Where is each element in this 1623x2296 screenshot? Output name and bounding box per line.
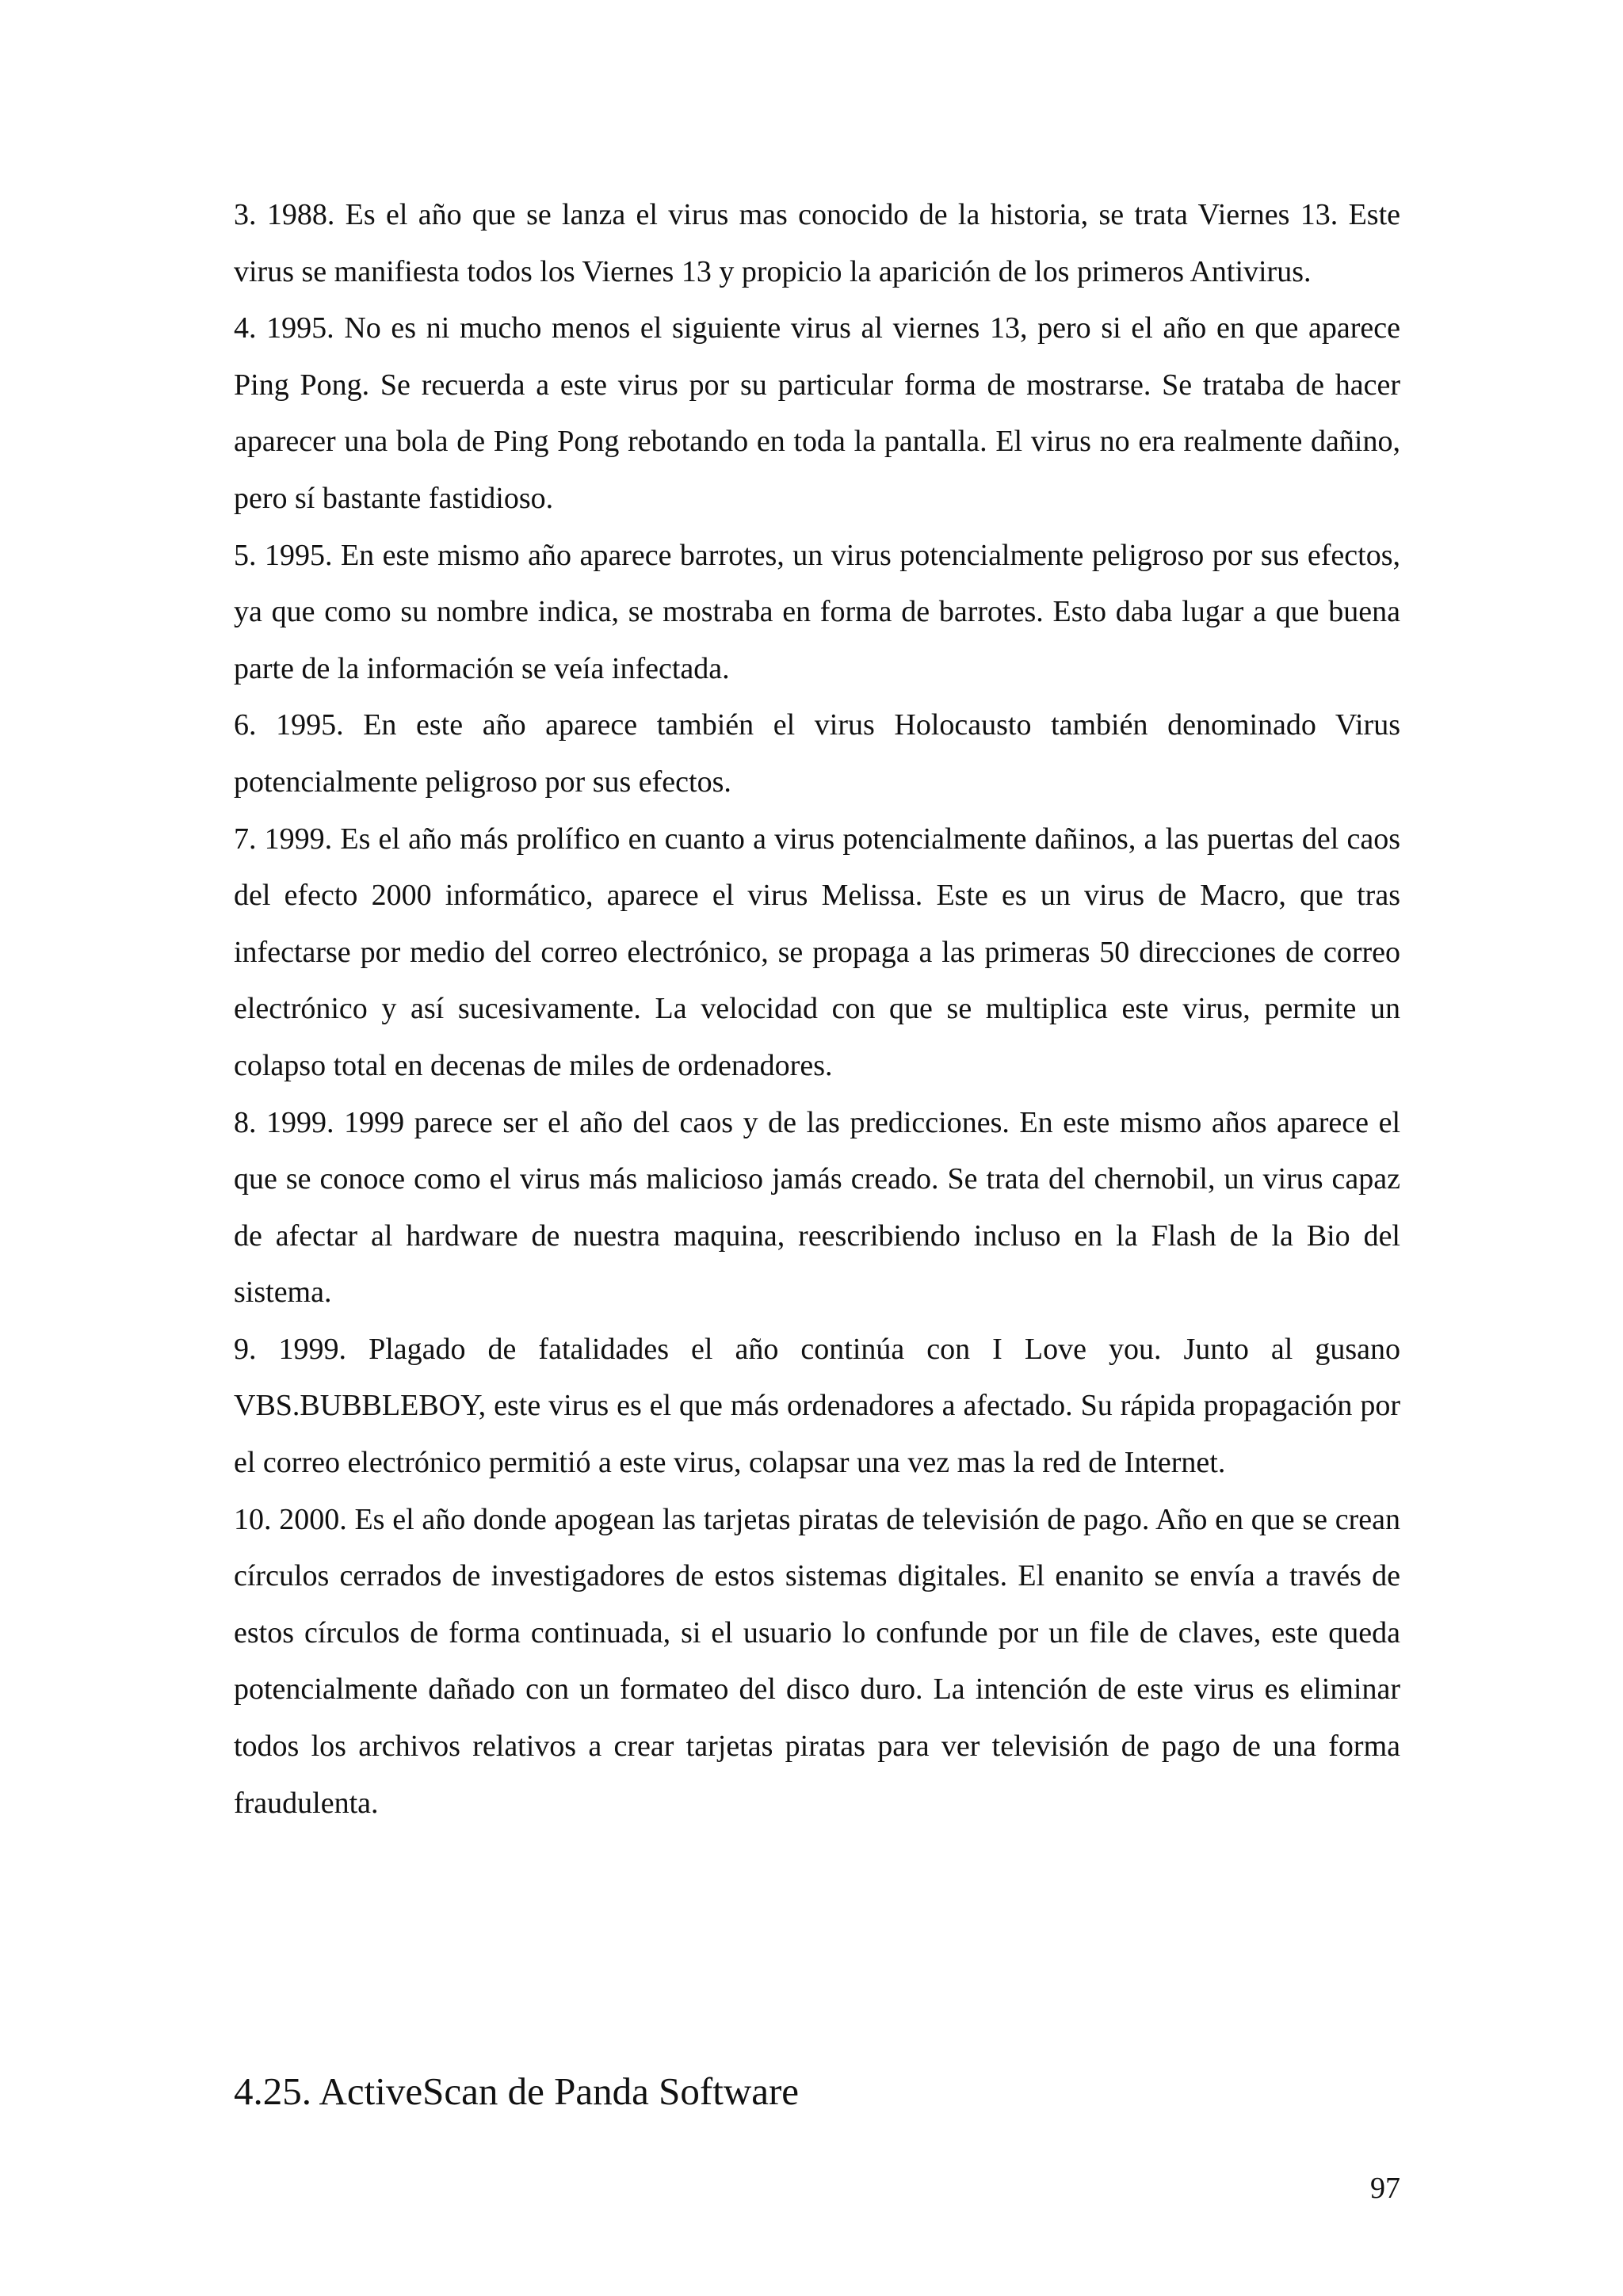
list-item-8: 8. 1999. 1999 parece ser el año del caos y de las predicciones. En este mismo años aparece el que se conoce como el virus más malicioso jamás creado. Se trata del chernobil, un virus capaz de afectar al hardware de nuestra maquina, reescribiendo incluso en la Flash de la Bio del sistema. xyxy=(234,1105,1400,1310)
list-item-5: 5. 1995. En este mismo año aparece barrotes, un virus potencialmente peligroso por sus efectos, ya que como su nombre indica, se mostraba en forma de barrotes. Esto daba lugar a que buena parte de la información se veía infectada. xyxy=(234,538,1400,685)
list-item-7: 7. 1999. Es el año más prolífico en cuanto a virus potencialmente dañinos, a las puertas del caos del efecto 2000 informático, aparece el virus Melissa. Este es un virus de Macro, que tras infectarse por medio del correo electrónico, se propaga a las primeras 50 direcciones de correo electrónico y así sucesivamente. La velocidad con que se multiplica este virus, permite un colapso total en decenas de miles de ordenadores. xyxy=(234,822,1400,1082)
list-item-4: 4. 1995. No es ni mucho menos el siguiente virus al viernes 13, pero si el año en que aparece Ping Pong. Se recuerda a este virus por su particular forma de mostrarse. Se trataba de hacer aparecer una bola de Ping Pong rebotando en toda la pantalla. El virus no era realmente dañino, pero sí bastante fastidioso. xyxy=(234,311,1400,515)
list-item-3: 3. 1988. Es el año que se lanza el virus mas conocido de la historia, se trata Viernes 13. Este virus se manifiesta todos los Viernes 13 y propicio la aparición de los primeros Antivirus. xyxy=(234,198,1400,288)
section-heading: 4.25. ActiveScan de Panda Software xyxy=(234,2069,800,2113)
list-item-6: 6. 1995. En este año aparece también el virus Holocausto también denominado Virus potencialmente peligroso por sus efectos. xyxy=(234,708,1400,799)
page-number: 97 xyxy=(1370,2172,1400,2205)
list-item-9: 9. 1999. Plagado de fatalidades el año continúa con I Love you. Junto al gusano VBS.BUBBLEBOY, este virus es el que más ordenadores a afectado. Su rápida propagación por el correo electrónico permitió a este virus, colapsar una vez mas la red de Internet. xyxy=(234,1332,1400,1480)
list-item-10: 10. 2000. Es el año donde apogean las tarjetas piratas de televisión de pago. Año en que se crean círculos cerrados de investigadores de estos sistemas digitales. El enanito se envía a través de estos círculos de forma continuada, si el usuario lo confunde por un file de claves, este queda potencialmente dañado con un formateo del disco duro. La intención de este virus es eliminar todos los archivos relativos a crear tarjetas piratas para ver televisión de pago de una forma fraudulenta. xyxy=(234,1502,1400,1820)
body-text xyxy=(234,187,1400,1832)
